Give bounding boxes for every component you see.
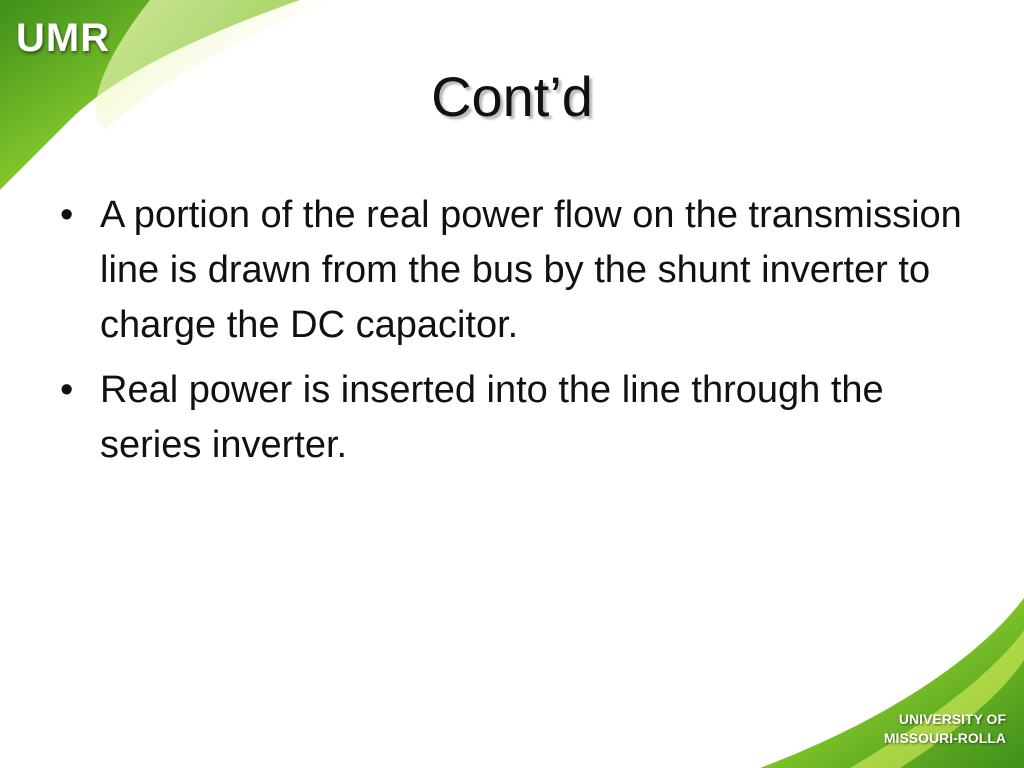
slide-title: Cont’d bbox=[431, 65, 593, 128]
university-brand-line-2: MISSOURI-ROLLA bbox=[883, 730, 1006, 746]
university-brand-line-1: UNIVERSITY OF bbox=[898, 711, 1006, 727]
umr-logo: UMR bbox=[16, 16, 111, 60]
bullet-text: Real power is inserted into the line through the series inverter. bbox=[100, 369, 884, 466]
university-brand bbox=[884, 710, 1006, 748]
bullet-text: A portion of the real power flow on the transmission line is drawn from the bus by the shunt inverter to charge the DC capacitor. bbox=[100, 194, 962, 346]
bullet-item bbox=[56, 188, 976, 353]
bullet-item bbox=[56, 363, 976, 473]
bullet-icon: • bbox=[60, 194, 74, 236]
bullet-list bbox=[56, 188, 976, 483]
bullet-icon: • bbox=[60, 369, 74, 411]
